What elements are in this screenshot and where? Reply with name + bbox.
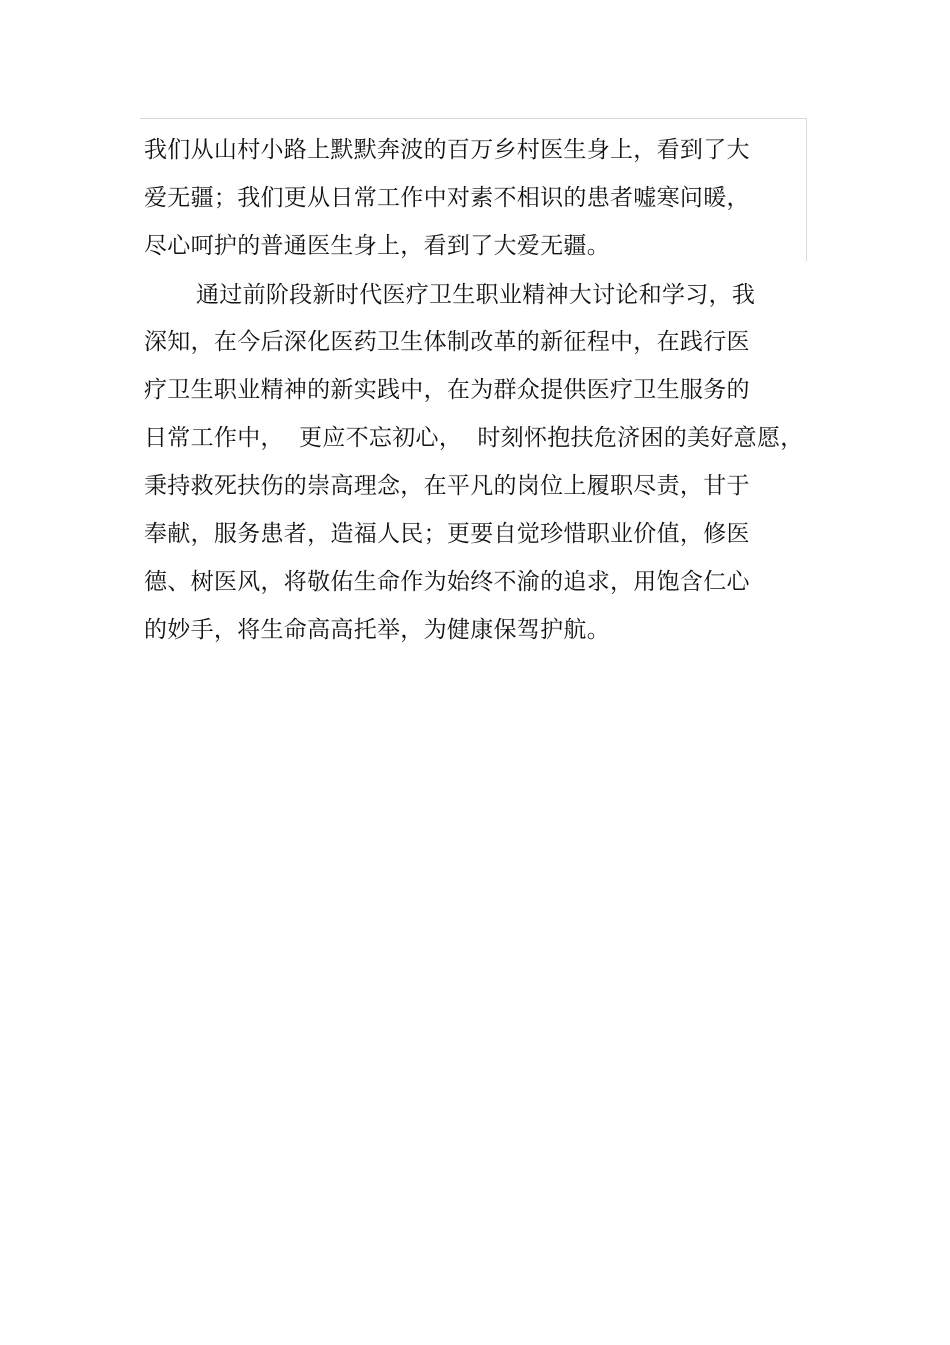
paragraph-line: 日常工作中， 更应不忘初心， 时刻怀抱扶危济困的美好意愿，: [144, 425, 804, 451]
frame-border-right: [806, 118, 807, 261]
frame-border-top: [140, 118, 807, 119]
paragraph-line: 秉持救死扶伤的崇高理念，在平凡的岗位上履职尽责，甘于: [144, 473, 750, 499]
paragraph-line: 尽心呵护的普通医生身上，看到了大爱无疆。: [144, 233, 610, 259]
paragraph-line: 我们从山村小路上默默奔波的百万乡村医生身上，看到了大: [144, 137, 750, 163]
paragraph-line: 德、树医风，将敬佑生命作为始终不渝的追求，用饱含仁心: [144, 569, 750, 595]
paragraph-line: 爱无疆；我们更从日常工作中对素不相识的患者嘘寒问暖，: [144, 185, 750, 211]
paragraph-line: 深知，在今后深化医药卫生体制改革的新征程中，在践行医: [144, 329, 750, 355]
paragraph-line: 疗卫生职业精神的新实践中，在为群众提供医疗卫生服务的: [144, 377, 750, 403]
paragraph-line: 通过前阶段新时代医疗卫生职业精神大讨论和学习，我: [196, 282, 756, 308]
paragraph-line: 的妙手，将生命高高托举，为健康保驾护航。: [144, 617, 610, 643]
paragraph-line: 奉献，服务患者，造福人民；更要自觉珍惜职业价值，修医: [144, 521, 750, 547]
